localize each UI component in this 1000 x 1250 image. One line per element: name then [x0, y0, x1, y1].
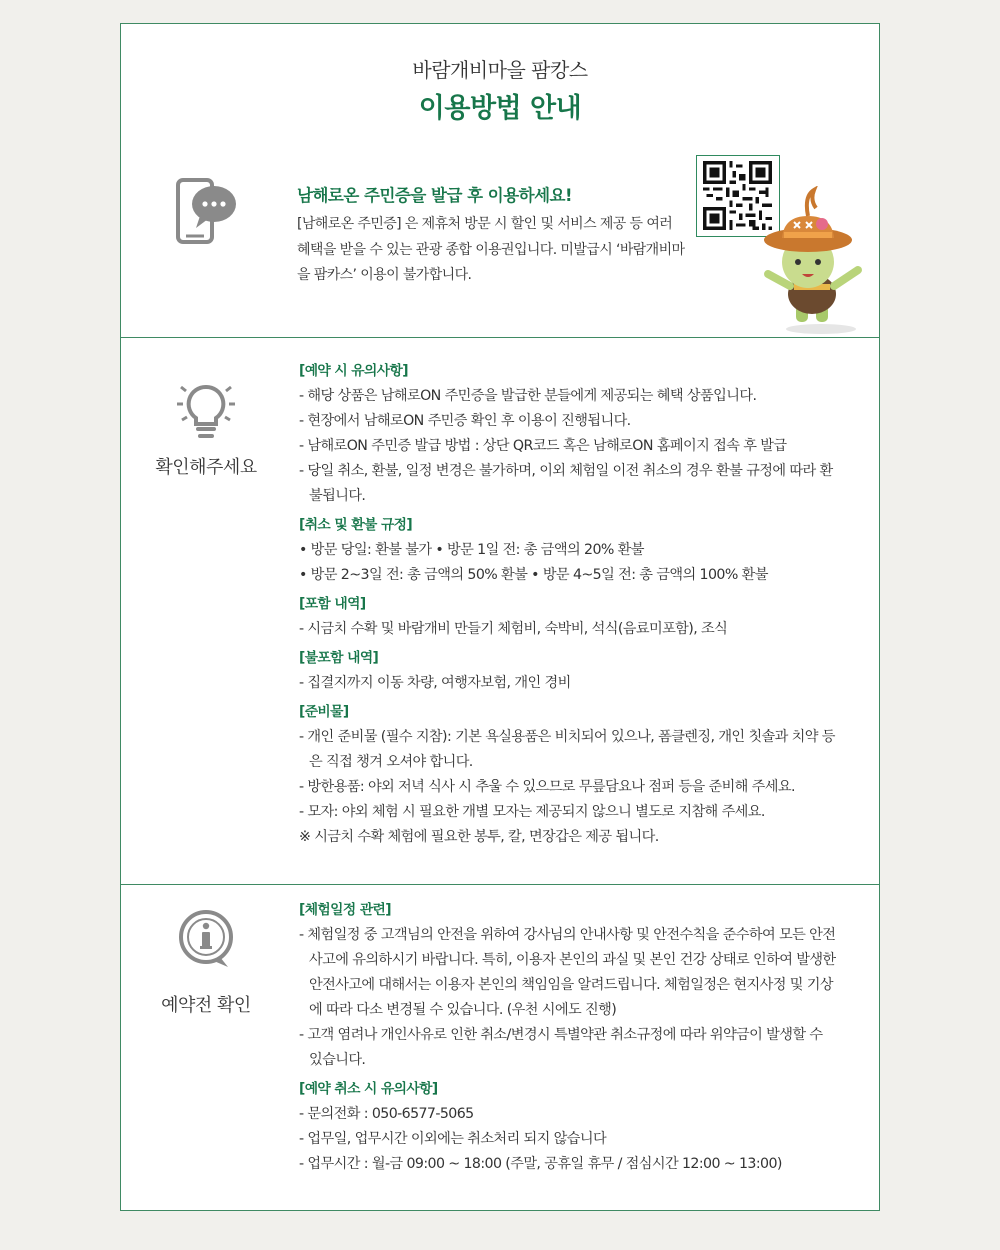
group-heading: [불포함 내역] — [299, 650, 379, 666]
check-side — [121, 379, 291, 479]
phone-chat-icon — [176, 178, 238, 246]
group-heading: [체험일정 관련] — [299, 902, 391, 918]
section-divider-2 — [121, 884, 879, 885]
intro-section — [121, 134, 879, 337]
mascot-illustration — [746, 186, 876, 336]
list-item: - 업무시간 : 월-금 09:00 ~ 18:00 (주말, 공휴일 휴무 / 점심시간 12:00 ~ 13:00) — [299, 1156, 782, 1172]
list-item: - 남해로ON 주민증 발급 방법 : 상단 QR코드 혹은 남해로ON 홈페이지 접속 후 발급 — [299, 438, 787, 454]
intro-body: [남해로온 주민증] 은 제휴처 방문 시 할인 및 서비스 제공 등 여러 혜택을 받을 수 있는 관광 종합 이용권입니다. 미발급시 ‘바람개비마을 팜카스’ 이용이 불가합니다. — [297, 216, 685, 283]
list-item: - 시금치 수확 및 바람개비 만들기 체험비, 숙박비, 석식(음료미포함), 조식 — [299, 621, 728, 637]
header — [121, 24, 879, 134]
info-card — [120, 23, 880, 1211]
list-item: • 방문 2~3일 전: 총 금액의 50% 환불 • 방문 4~5일 전: 총 금액의 100% 환불 — [299, 567, 768, 583]
page-title: 이용방법 안내 — [418, 93, 582, 124]
list-item: - 문의전화 : 050-6577-5065 — [299, 1106, 474, 1122]
section-divider-1 — [121, 337, 879, 338]
group-heading: [취소 및 환불 규정] — [299, 517, 413, 533]
list-item: - 업무일, 업무시간 이외에는 취소처리 되지 않습니다 — [299, 1131, 607, 1147]
list-item: - 모자: 야외 체험 시 필요한 개별 모자는 제공되지 않으니 별도로 지참해 주세요. — [299, 804, 765, 820]
list-item: - 체험일정 중 고객님의 안전을 위하여 강사님의 안내사항 및 안전수칙을 준수하여 모든 안전사고에 유의하시기 바랍니다. 특히, 이용자 본인의 과실 및 본인 건강 상태로 인하여 발생한 안전사고에 대해서는 이용자 본인의 책임임을 알려드립니다. 체험일정은 현지사정 및 기상에 따라 다소 변경될 수 있습니다. (우천 시에도 진행) — [299, 927, 836, 1018]
group-heading: [예약 취소 시 유의사항] — [299, 1081, 438, 1097]
list-item: - 해당 상품은 남해로ON 주민증을 발급한 분들에게 제공되는 혜택 상품입니다. — [299, 388, 757, 404]
check-label: 확인해주세요 — [155, 457, 257, 478]
list-item: - 방한용품: 야외 저녁 식사 시 추울 수 있으므로 무릎담요나 점퍼 등을 준비해 주세요. — [299, 779, 795, 795]
before-label: 예약전 확인 — [161, 995, 251, 1016]
before-content — [299, 898, 839, 1177]
info-bubble-icon — [176, 909, 236, 969]
list-item: - 현장에서 남해로ON 주민증 확인 후 이용이 진행됩니다. — [299, 413, 631, 429]
page-subtitle: 바람개비마을 팜캉스 — [412, 58, 588, 82]
list-item: - 개인 준비물 (필수 지참): 기본 욕실용품은 비치되어 있으나, 폼클렌징, 개인 칫솔과 치약 등은 직접 챙겨 오셔야 합니다. — [299, 729, 835, 770]
list-item: - 고객 염려나 개인사유로 인한 취소/변경시 특별약관 취소규정에 따라 위약금이 발생할 수 있습니다. — [299, 1027, 823, 1068]
check-content — [299, 359, 839, 850]
list-item: • 방문 당일: 환불 불가 • 방문 1일 전: 총 금액의 20% 환불 — [299, 542, 644, 558]
before-side — [121, 909, 291, 1017]
list-item: - 집결지까지 이동 차량, 여행자보험, 개인 경비 — [299, 675, 571, 691]
intro-lead: 남해로온 주민증을 발급 후 이용하세요! — [297, 186, 573, 205]
group-heading: [준비물] — [299, 704, 349, 720]
note-item: ※ 시금치 수확 체험에 필요한 봉투, 칼, 면장갑은 제공 됩니다. — [299, 829, 659, 845]
group-heading: [예약 시 유의사항] — [299, 363, 408, 379]
group-heading: [포함 내역] — [299, 596, 366, 612]
list-item: - 당일 취소, 환불, 일정 변경은 불가하며, 이외 체험일 이전 취소의 경우 환불 규정에 따라 환불됩니다. — [299, 463, 833, 504]
lightbulb-icon — [171, 379, 241, 443]
